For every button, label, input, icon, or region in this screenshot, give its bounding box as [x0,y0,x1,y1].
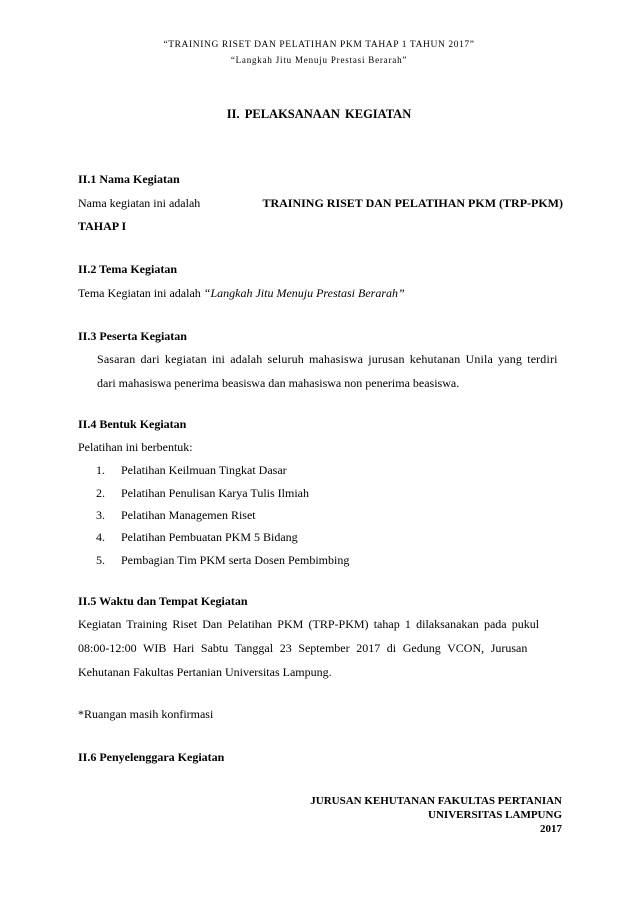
document-header-title: “TRAINING RISET DAN PELATIHAN PKM TAHAP 1 TAHUN 2017” [163,40,475,50]
section-title-bentuk-kegiatan: II.4 Bentuk Kegiatan [78,417,187,431]
list-item-text: Pelatihan Pembuatan PKM 5 Bidang [121,530,298,544]
peserta-line1: Sasaran dari kegiatan ini adalah seluruh mahasiswa jurusan kehutanan Unila yang terdiri [97,352,558,366]
nama-kegiatan-prefix: Nama kegiatan ini adalah [78,196,201,210]
bentuk-intro: Pelatihan ini berbentuk: [78,440,193,454]
list-item-number: 3. [96,508,105,522]
list-item-number: 5. [96,553,105,567]
organizer-block [310,794,562,836]
organizer-line1: JURUSAN KEHUTANAN FAKULTAS PERTANIAN [310,795,562,807]
section-title-nama-kegiatan: II.1 Nama Kegiatan [78,172,180,186]
organizer-year: 2017 [540,823,562,835]
section-tema-kegiatan-text [78,286,563,301]
nama-kegiatan-name: TRAINING RISET DAN PELATIHAN PKM (TRP-PKM) [262,196,563,210]
nama-kegiatan-name-cont: TAHAP I [78,219,127,233]
list-item-text: Pelatihan Keilmuan Tingkat Dasar [121,463,287,477]
list-item-number: 2. [96,486,105,500]
section-title-penyelenggara: II.6 Penyelenggara Kegiatan [78,750,225,764]
tema-italic: “Langkah Jitu Menuju Prestasi Berarah” [203,286,405,300]
list-item-text: Pelatihan Managemen Riset [121,508,256,522]
list-item-number: 4. [96,530,105,544]
section-nama-kegiatan-line1 [78,196,563,211]
chapter-title: II. PELAKSANAAN KEGIATAN [226,107,412,121]
tema-prefix: Tema Kegiatan ini adalah [78,286,201,300]
waktu-line2: 08:00-12:00 WIB Hari Sabtu Tanggal 23 September 2017 di Gedung VCON, Jurusan [78,641,528,655]
section-title-peserta-kegiatan: II.3 Peserta Kegiatan [78,329,187,343]
section-title-tema-kegiatan: II.2 Tema Kegiatan [78,262,178,276]
peserta-line2: dari mahasiswa penerima beasiswa dan mahasiswa non penerima beasiswa. [97,376,460,390]
section-title-waktu-tempat: II.5 Waktu dan Tempat Kegiatan [78,594,248,608]
waktu-line1: Kegiatan Training Riset Dan Pelatihan PKM (TRP-PKM) tahap 1 dilaksanakan pada pukul [78,617,540,631]
document-header-subtitle: “Langkah Jitu Menuju Prestasi Berarah” [230,55,408,65]
list-item-text: Pembagian Tim PKM serta Dosen Pembimbing [121,553,350,567]
waktu-line3: Kehutanan Fakultas Pertanian Universitas Lampung. [78,665,332,679]
list-item-text: Pelatihan Penulisan Karya Tulis Ilmiah [121,486,309,500]
organizer-line2: UNIVERSITAS LAMPUNG [428,809,562,821]
note-ruangan: *Ruangan masih konfirmasi [78,707,214,721]
list-item-number: 1. [96,463,105,477]
